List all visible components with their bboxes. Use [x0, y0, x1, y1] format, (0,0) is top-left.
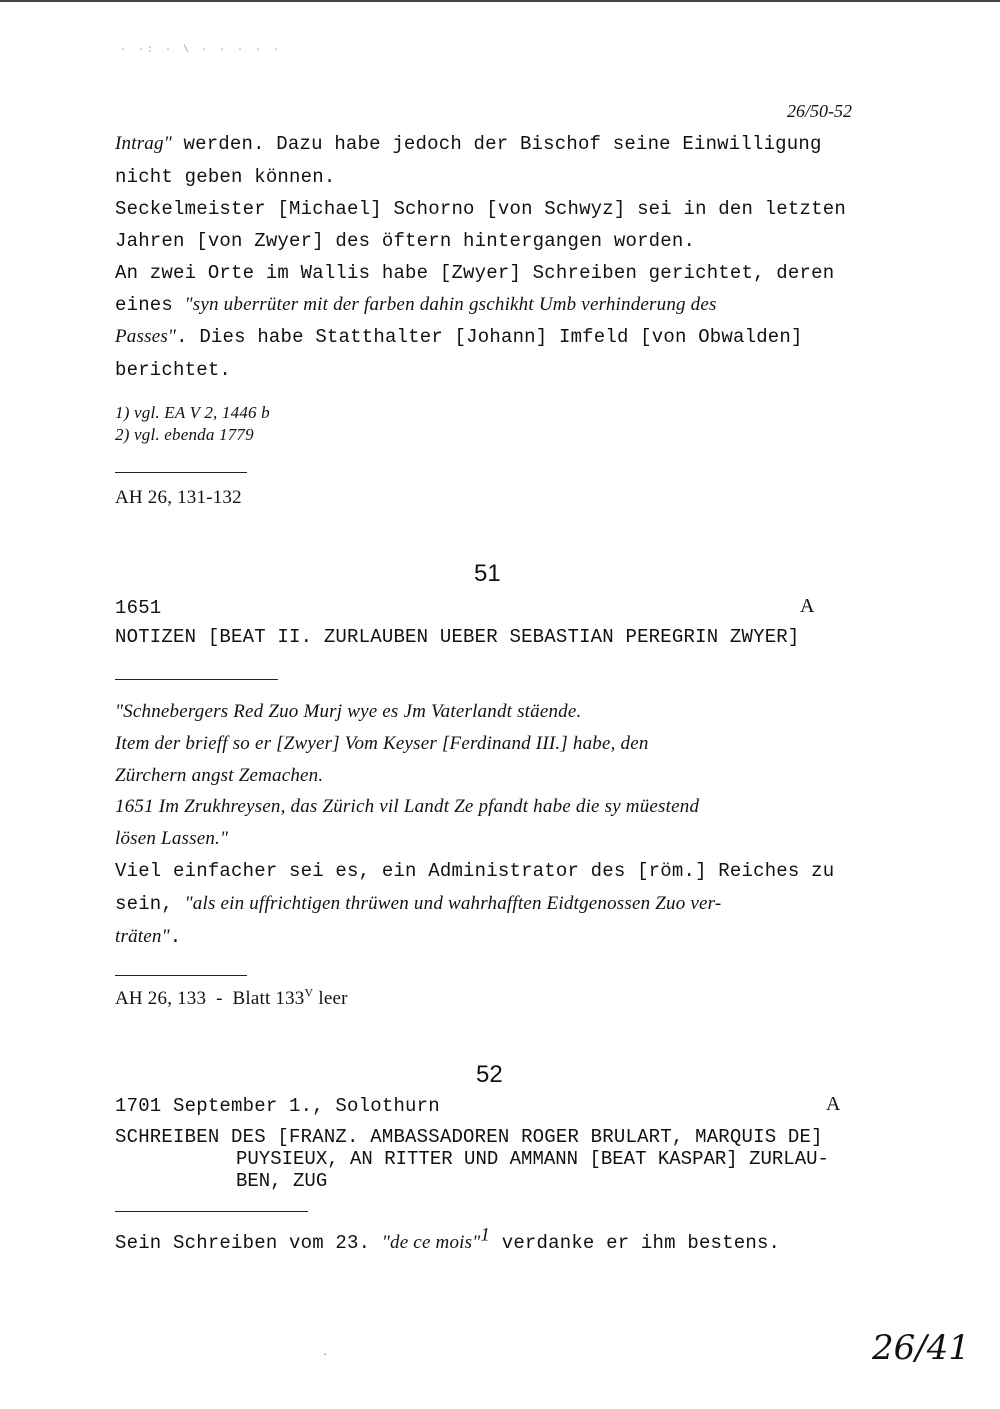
- quote-line-4: 1651 Im Zrukhreysen, das Zürich vil Landt Ze pfandt habe die sy müestend: [115, 796, 700, 817]
- footnote-1: 1) vgl. EA V 2, 1446 b: [115, 403, 270, 422]
- entry-52-date: 1701 September 1., Solothurn: [115, 1095, 440, 1117]
- entry-51-para-2: sein, "als ein uffrichtigen thrüwen und wahrhafften Eidtgenossen Zuo ver-: [115, 893, 722, 915]
- text-line-6: eines "syn uberrüter mit der farben dahin gschikht Umb verhinderung des: [115, 294, 717, 316]
- quote-line-1: "Schnebergers Red Zuo Murj wye es Jm Vaterlandt stäende.: [115, 701, 582, 722]
- scan-specks: · ·: · \ · · · · ·: [120, 45, 283, 56]
- entry-52-title-line-3: BEN, ZUG: [236, 1170, 328, 1192]
- entry-number-51: 51: [474, 560, 501, 587]
- entry-52-body: Sein Schreiben vom 23. "de ce mois"$^1$ verdanke er ihm bestens.: [115, 1224, 781, 1254]
- quote-line-3: Zürchern angst Zemachen.: [115, 765, 324, 786]
- entry-51-para-3: träten".: [115, 926, 182, 948]
- text-line-8: berichtet.: [115, 359, 232, 381]
- text-line-7: Passes". Dies habe Statthalter [Johann] Imfeld [von Obwalden]: [115, 326, 803, 348]
- handwritten-page-number: 26/41: [872, 1328, 970, 1368]
- text-line-2: nicht geben können.: [115, 166, 336, 188]
- quote-line-2: Item der brieff so er [Zwyer] Vom Keyser [Ferdinand III.] habe, den: [115, 733, 649, 754]
- scan-top-border: [0, 0, 1000, 2]
- scan-dot: ·: [322, 1350, 329, 1361]
- text-line-5: An zwei Orte im Wallis habe [Zwyer] Schreiben gerichtet, deren: [115, 262, 835, 284]
- source-reference-1: AH 26, 131-132: [115, 487, 242, 508]
- quote-line-5: lösen Lassen.": [115, 828, 229, 849]
- source-reference-2: AH 26, 133 - Blatt $133^V$ leer: [115, 985, 348, 1009]
- entry-51-mark: A: [800, 595, 815, 617]
- entry-number-52: 52: [476, 1061, 503, 1088]
- text-line-3: Seckelmeister [Michael] Schorno [von Schwyz] sei in den letzten: [115, 198, 846, 220]
- entry-51-title: NOTIZEN [BEAT II. ZURLAUBEN UEBER SEBASTIAN PEREGRIN ZWYER]: [115, 626, 800, 648]
- separator-rule-1: [115, 472, 247, 473]
- separator-rule-2: [115, 679, 278, 680]
- entry-51-para-1: Viel einfacher sei es, ein Administrator des [röm.] Reiches zu: [115, 860, 835, 882]
- separator-rule-4: [115, 1211, 308, 1212]
- entry-52-title-line-1: SCHREIBEN DES [FRANZ. AMBASSADOREN ROGER BRULART, MARQUIS DE]: [115, 1126, 823, 1148]
- entry-52-title-line-2: PUYSIEUX, AN RITTER UND AMMANN [BEAT KASPAR] ZURLAU-: [236, 1148, 829, 1170]
- entry-51-year: 1651: [115, 597, 162, 619]
- text-line-1: Intrag" werden. Dazu habe jedoch der Bischof seine Einwilligung: [115, 133, 822, 155]
- text-line-4: Jahren [von Zwyer] des öftern hintergangen worden.: [115, 230, 696, 252]
- separator-rule-3: [115, 975, 247, 976]
- entry-52-mark: A: [826, 1093, 841, 1115]
- page-reference: 26/50-52: [787, 101, 852, 121]
- footnote-2: 2) vgl. ebenda 1779: [115, 425, 254, 444]
